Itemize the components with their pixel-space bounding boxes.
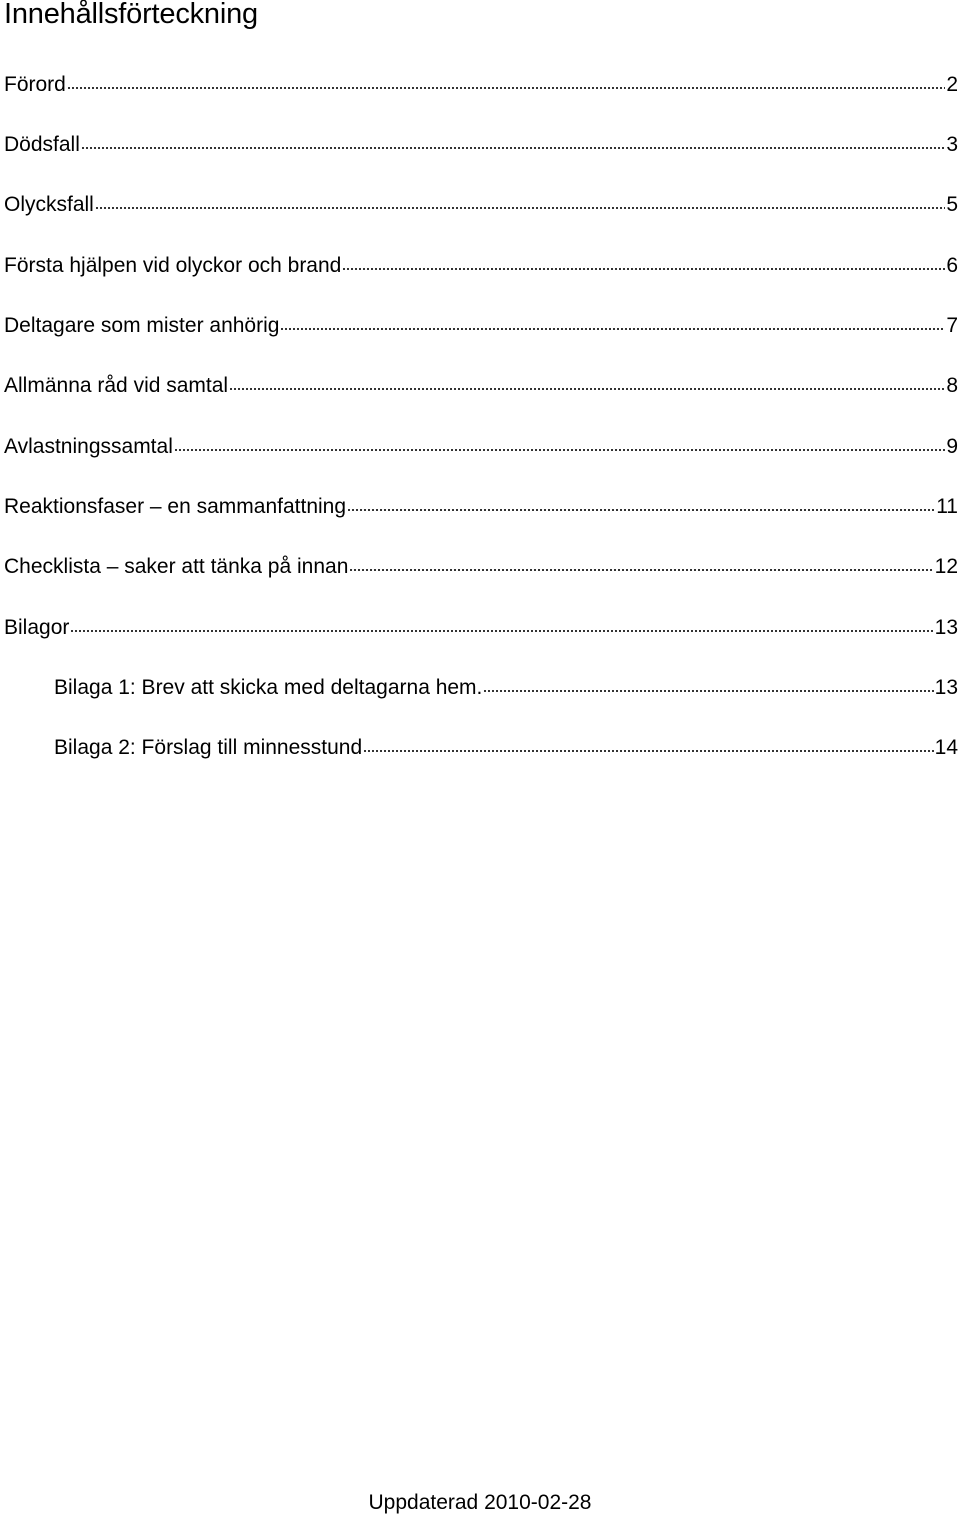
toc-entry-olycksfall[interactable] — [4, 190, 958, 220]
dot-leader — [483, 689, 933, 693]
toc-entry-page-number: 3 — [946, 133, 958, 156]
toc-entry-label: Allmänna råd vid samtal — [4, 374, 229, 397]
dot-leader — [67, 86, 945, 90]
toc-entry-deltagare-anhorig[interactable] — [4, 311, 958, 341]
dot-leader — [280, 327, 945, 331]
dot-leader — [363, 749, 933, 753]
toc-entry-page-number: 13 — [934, 616, 958, 639]
toc-entry-bilagor[interactable] — [4, 613, 958, 643]
toc-entry-avlastningssamtal[interactable] — [4, 432, 958, 462]
toc-entry-checklista[interactable] — [4, 552, 958, 582]
toc-entry-label: Dödsfall — [4, 133, 80, 156]
dot-leader — [342, 267, 945, 271]
dot-leader — [349, 568, 933, 572]
toc-entry-forsta-hjalpen[interactable] — [4, 251, 958, 281]
toc-entry-bilaga-1[interactable] — [54, 673, 958, 703]
toc-entry-reaktionsfaser[interactable] — [4, 492, 958, 522]
toc-entry-allmanna-rad[interactable] — [4, 371, 958, 401]
toc-entry-label: Checklista – saker att tänka på innan — [4, 555, 349, 578]
toc-entry-label: Avlastningssamtal — [4, 435, 173, 458]
toc-entry-page-number: 7 — [946, 314, 958, 337]
footer-updated-date: Uppdaterad 2010-02-28 — [368, 1491, 592, 1514]
toc-entry-page-number: 12 — [934, 555, 958, 578]
toc-entry-label: Bilaga 1: Brev att skicka med deltagarna hem. — [54, 676, 483, 699]
toc-entry-page-number: 11 — [936, 495, 958, 518]
toc-entry-page-number: 14 — [934, 736, 958, 759]
toc-entry-label: Första hjälpen vid olyckor och brand — [4, 254, 342, 277]
toc-entry-label: Förord — [4, 73, 66, 96]
toc-entry-forord[interactable] — [4, 70, 958, 100]
toc-entry-label: Reaktionsfaser – en sammanfattning — [4, 495, 347, 518]
page-title: Innehållsförteckning — [4, 0, 258, 30]
toc-entry-page-number: 9 — [946, 435, 958, 458]
toc-entry-page-number: 2 — [946, 73, 958, 96]
toc-entry-page-number: 5 — [946, 193, 958, 216]
toc-entry-page-number: 8 — [946, 374, 958, 397]
dot-leader — [70, 629, 933, 633]
toc-entry-label: Deltagare som mister anhörig — [4, 314, 280, 337]
toc-entry-dodsfall[interactable] — [4, 130, 958, 160]
dot-leader — [347, 508, 935, 512]
toc-entry-page-number: 6 — [946, 254, 958, 277]
toc-entry-label: Bilaga 2: Förslag till minnesstund — [54, 736, 363, 759]
toc-entry-label: Olycksfall — [4, 193, 94, 216]
toc-entry-bilaga-2[interactable] — [54, 733, 958, 763]
dot-leader — [95, 206, 945, 210]
dot-leader — [229, 387, 945, 391]
toc-entry-page-number: 13 — [934, 676, 958, 699]
dot-leader — [81, 146, 945, 150]
toc-entry-label: Bilagor — [4, 616, 70, 639]
dot-leader — [174, 448, 945, 452]
